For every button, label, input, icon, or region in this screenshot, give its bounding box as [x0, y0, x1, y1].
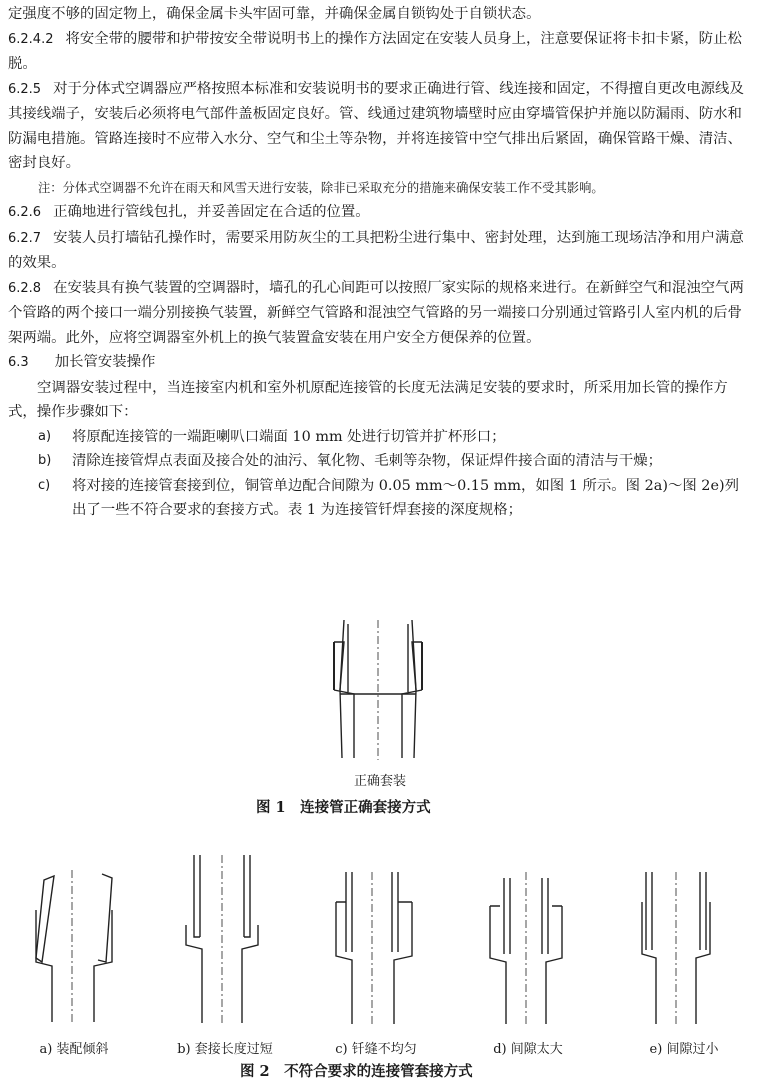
step-c: c) 将对接的连接管套接到位，铜管单边配合间隙为 0.05 mm～0.15 mm，如图 1 所示。图 2a)～图 2e)列出了一些不符合要求的套接方式。表 1 为连接管钎焊套接的深度规格；: [38, 477, 739, 518]
figure-1-drawing: [318, 620, 438, 760]
figure-1-title: 图 1 连接管正确套接方式: [256, 799, 431, 816]
figure-2e-caption: e) 间隙过小: [649, 1042, 719, 1057]
clause-number: 6.2.4.2: [8, 31, 54, 47]
clause-number: 6.2.8: [8, 280, 42, 296]
step-b: b) 清除连接管焊点表面及接合处的油污、氧化物、毛刺等杂物，保证焊件接合面的清洁与干燥；: [38, 453, 663, 469]
clause-6-2-8: 6.2.8 在安装具有换气装置的空调器时，墙孔的孔心间距可以按照厂家实际的规格来进行。在新鲜空气和混浊空气两个管路的两个接口一端分别接换气装置，新鲜空气管路和混浊空气管路的另一端接口分别通过管路引人室内机的后骨架两端。此外，应将空调器室外机上的换气装置盒安装在用户安全方便保养的位置。: [8, 279, 744, 346]
section-6-3-body: 空调器安装过程中，当连接室内机和室外机原配连接管的长度无法满足安装的要求时，所采用加长管的操作方式，操作步骤如下：: [8, 379, 728, 420]
section-6-3-heading: 6.3 加长管安装操作: [8, 354, 156, 370]
clause-6-2-4-2: 6.2.4.2 将安全带的腰带和护带按安全带说明书上的操作方法固定在安装人员身上，注意要保证将卡扣卡紧，防止松脱。: [8, 30, 742, 72]
clause-number: 6.2.5: [8, 81, 42, 97]
figure-2e-drawing: [626, 872, 726, 1027]
figure-1-caption: 正确套装: [353, 774, 406, 789]
text-line-0: 定强度不够的固定物上，确保金属卡头牢固可靠，并确保金属自锁钩处于自锁状态。: [8, 6, 541, 22]
clause-number: 6.3: [8, 355, 29, 370]
step-a: a) 将原配连接管的一端距喇叭口端面 10 mm 处进行切管并扩杯形口；: [38, 428, 506, 445]
figure-2c-caption: c) 钎缝不均匀: [335, 1042, 417, 1057]
clause-6-2-5: 6.2.5 对于分体式空调器应严格按照本标准和安装说明书的要求正确进行管、线连接和固定，不得擅自更改电源线及其接线端子，安装后必须将电气部件盖板固定良好。管、线通过建筑物墙壁时应由穿墙管保护并施以防漏雨、防水和防漏电措施。管路连接时不应带入水分、空气和尘土等杂物，并将连接管中空气排出后紧固，确保管路干燥、清洁、密封良好。: [8, 80, 744, 171]
clause-6-2-7: 6.2.7 安装人员打墙钻孔操作时，需要采用防灰尘的工具把粉尘进行集中、密封处理，达到施工现场洁净和用户满意的效果。: [8, 229, 744, 271]
figure-2b-drawing: [172, 855, 272, 1025]
figure-2a-caption: a) 装配倾斜: [39, 1042, 109, 1057]
figure-2-title: 图 2 不符合要求的连接管套接方式: [240, 1063, 473, 1080]
figure-2d-caption: d) 间隙太大: [493, 1042, 563, 1057]
figure-2c-drawing: [322, 872, 422, 1027]
clause-number: 6.2.6: [8, 205, 42, 220]
clause-number: 6.2.7: [8, 230, 42, 246]
body-text: [8, 2, 752, 523]
clause-6-2-6: 6.2.6 正确地进行管线包扎，并妥善固定在合适的位置。: [8, 204, 370, 220]
figure-2b-caption: b) 套接长度过短: [177, 1042, 273, 1057]
figure-2d-drawing: [476, 872, 576, 1027]
figure-2a-drawing: [22, 870, 122, 1025]
note: 注：分体式空调器不允许在雨天和风雪天进行安装，除非已采取充分的措施来确保安装工作不受其影响。: [38, 180, 604, 195]
